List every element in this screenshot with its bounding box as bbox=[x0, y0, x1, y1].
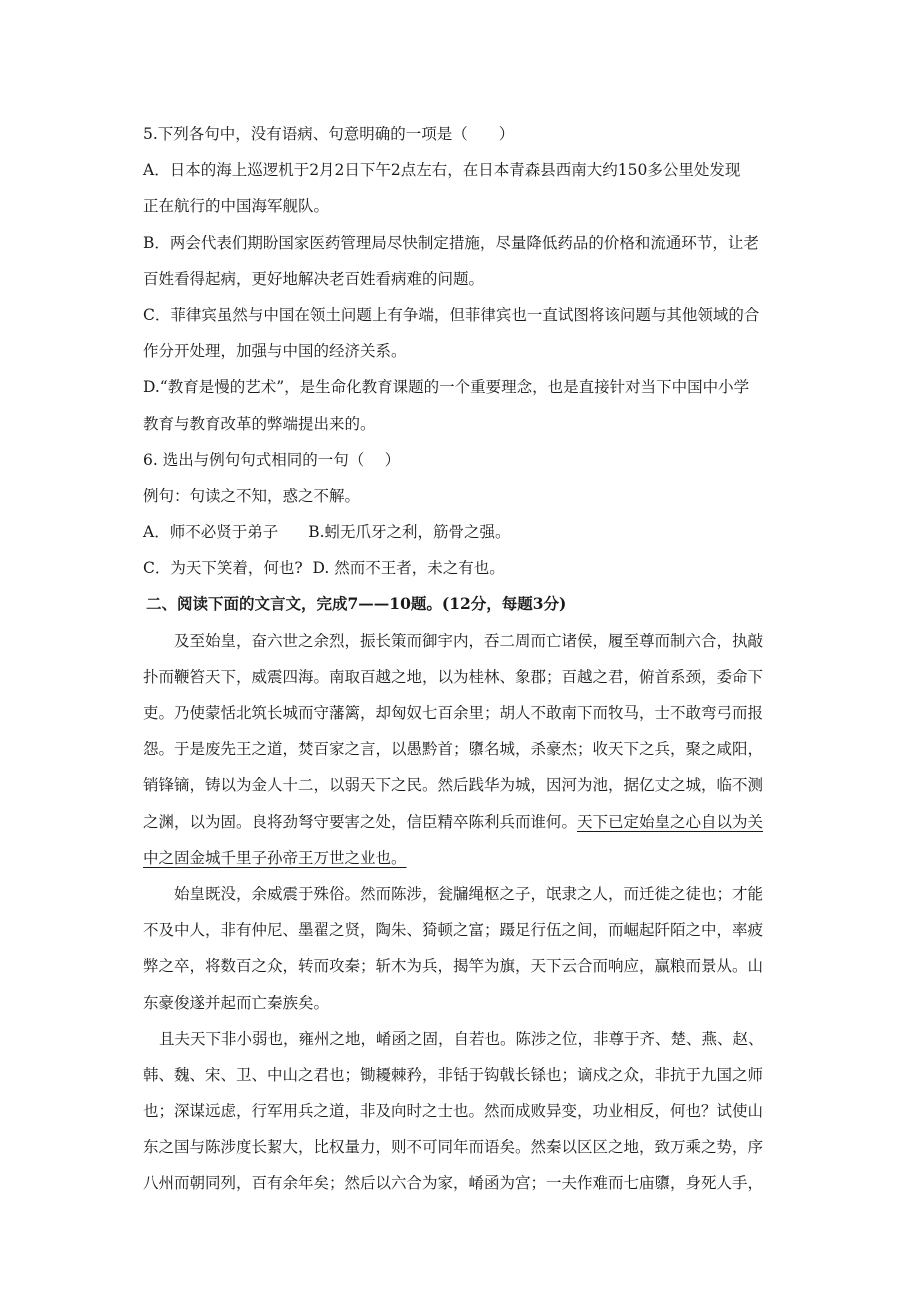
q5-option-a-line2: 正在航行的中国海军舰队。 bbox=[143, 197, 330, 216]
q6-example: 例句：句读之不知，惑之不解。 bbox=[143, 486, 361, 505]
q6-option-c: C．为天下笑着，何也? bbox=[143, 559, 303, 578]
passage-p2-line4: 东豪俊遂并起而亡秦族矣。 bbox=[143, 993, 330, 1012]
passage-p1-line5: 销锋镝，铸以为金人十二，以弱天下之民。然后践华为城，因河为池，据亿丈之城，临不测 bbox=[143, 776, 764, 795]
q6-option-b: B.蚓无爪牙之利，筋骨之强。 bbox=[308, 523, 511, 542]
passage-p3-line5: 八州而朝同列，百有余年矣；然后以六合为家，崤函为宫；一夫作难而七庙隳，身死人手， bbox=[143, 1174, 764, 1193]
passage-p1-line3: 吏。乃使蒙恬北筑长城而守藩篱，却匈奴七百余里；胡人不敢南下而牧马，士不敢弯弓而报 bbox=[143, 704, 764, 722]
q5-option-d-line2: 教育与教育改革的弊端提出来的。 bbox=[143, 414, 376, 433]
passage-p3-line3: 也；深谋远虑，行军用兵之道，非及向时之士也。然而成败异变，功业相反，何也？试使山 bbox=[143, 1102, 764, 1121]
q6-option-a: A．师不必贤于弟子 bbox=[143, 523, 279, 542]
question-6-stem: 6. 选出与例句句式相同的一句（ ） bbox=[143, 450, 401, 469]
passage-p1-line4: 怨。于是废先王之道，焚百家之言，以愚黔首；隳名城，杀豪杰；收天下之兵，聚之咸阳， bbox=[143, 740, 764, 759]
q6-options-ab bbox=[143, 514, 793, 550]
q5-option-d-line1: D.“教育是慢的艺术”，是生命化教育课题的一个重要理念，也是直接针对当下中国中小学 bbox=[143, 378, 750, 397]
q5-option-c-line2: 作分开处理，加强与中国的经济关系。 bbox=[143, 342, 407, 361]
question-5-stem: 5.下列各句中，没有语病、句意明确的一项是（ ） bbox=[143, 125, 515, 143]
passage-p1-line6 bbox=[143, 804, 793, 840]
passage-p1-line6-text: 之渊，以为固。良将劲弩守要害之处，信臣精卒陈利兵而谁何。 bbox=[143, 812, 578, 831]
q5-option-b-line2: 百姓看得起病，更好地解决老百姓看病难的问题。 bbox=[143, 269, 485, 288]
passage-p3-line4: 东之国与陈涉度长絜大，比权量力，则不可同年而语矣。然秦以区区之地，致万乘之势，序 bbox=[143, 1138, 764, 1157]
passage-p1-line2: 扑而鞭笞天下，威震四海。南取百越之地，以为桂林、象郡；百越之君，俯首系颈，委命下 bbox=[143, 667, 764, 686]
q5-option-b-line1: B．两会代表们期盼国家医药管理局尽快制定措施，尽量降低药品的价格和流通环节，让老 bbox=[143, 233, 759, 252]
passage-p2-line3: 弊之卒，将数百之众，转而攻秦；斩木为兵，揭竿为旗，天下云合而响应，赢粮而景从。山 bbox=[143, 957, 764, 976]
passage-p3-line2: 韩、魏、宋、卫、中山之君也；锄耰棘矜，非铦于钩戟长铩也；谪戍之众，非抗于九国之师 bbox=[143, 1065, 764, 1084]
underlined-sentence-part2: 中之固金城千里子孙帝王万世之业也。 bbox=[143, 848, 407, 867]
passage-p1-line7 bbox=[143, 840, 793, 876]
q6-option-d: D. 然而不王者，未之有也。 bbox=[312, 559, 505, 578]
underlined-sentence-part1: 天下已定始皇之心自以为关 bbox=[577, 812, 764, 831]
q5-option-c-line1: C．菲律宾虽然与中国在领土问题上有争端，但菲律宾也一直试图将该问题与其他领域的合 bbox=[143, 305, 760, 324]
passage-p2-line1: 始皇既没，余威震于殊俗。然而陈涉，瓮牖绳枢之子，氓隶之人，而迁徙之徒也；才能 bbox=[174, 884, 764, 903]
q6-options-cd bbox=[143, 550, 793, 586]
exam-page bbox=[143, 116, 793, 1202]
passage-p1-line1: 及至始皇，奋六世之余烈，振长策而御宇内，吞二周而亡诸侯，履至尊而制六合，执敲 bbox=[174, 631, 764, 650]
passage-p3-line1: 且夫天下非小弱也，雍州之地，崤函之固，自若也。陈涉之位，非尊于齐、楚、燕、赵、 bbox=[159, 1029, 764, 1048]
section-2-title: 二、阅读下面的文言文，完成7——10题。(12分，每题3分) bbox=[146, 594, 567, 614]
q5-option-a-line1: A．日本的海上巡逻机于2月2日下午2点左右，在日本青森县西南大约150多公里处发现 bbox=[143, 161, 741, 180]
passage-p2-line2: 不及中人，非有仲尼、墨翟之贤，陶朱、猗顿之富；蹑足行伍之间，而崛起阡陌之中，率疲 bbox=[143, 921, 764, 940]
